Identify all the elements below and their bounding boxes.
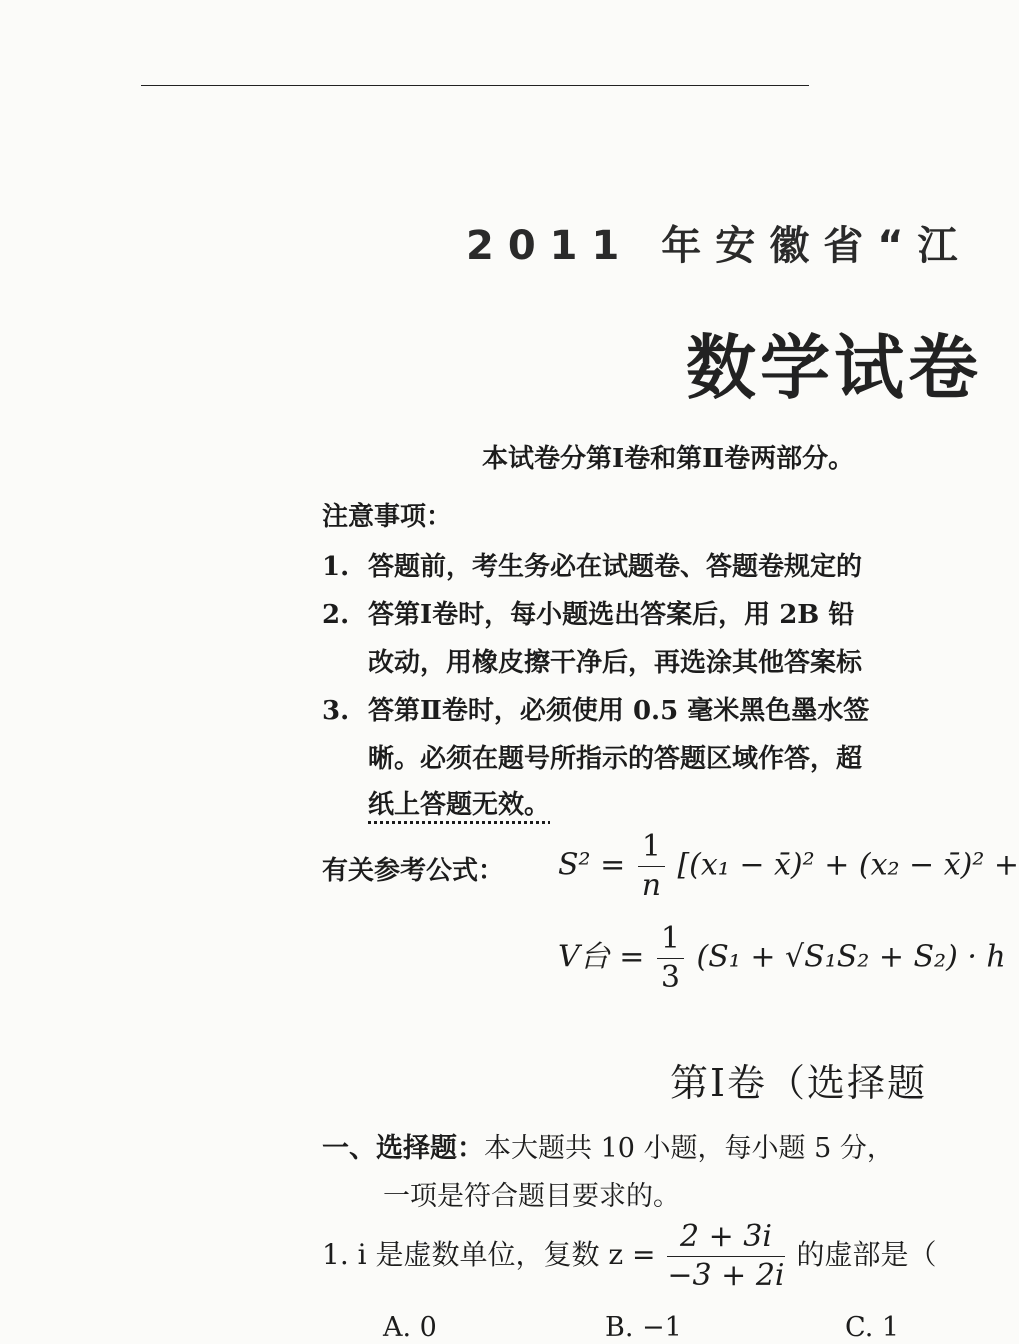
section1-text-line2: 一项是符合题目要求的。 bbox=[383, 1181, 680, 1212]
variance-formula bbox=[558, 828, 1019, 905]
notice-item-text: 答第Ⅱ卷时，必须使用 0.5 毫米黑色墨水签 bbox=[368, 696, 870, 726]
header-rule bbox=[141, 85, 809, 86]
notice-item-2-line2: 改动，用橡皮擦干净后，再选涂其他答案标 bbox=[368, 648, 863, 678]
notice-item-3-line3: 纸上答题无效。 bbox=[368, 790, 551, 820]
section1-text: 本大题共 10 小题，每小题 5 分， bbox=[484, 1133, 894, 1164]
question-1-options bbox=[383, 1312, 899, 1343]
formula-label: 有关参考公式： bbox=[322, 856, 505, 886]
notice-item-number: 3. bbox=[322, 696, 350, 726]
volume-numerator: 1 bbox=[657, 920, 684, 959]
question-1-stem: 1. i 是虚数单位，复数 z = bbox=[322, 1238, 656, 1271]
notice-item-3-line2: 晰。必须在题号所指示的答题区域作答，超 bbox=[368, 744, 863, 774]
variance-lhs: S² = bbox=[558, 847, 626, 883]
variance-numerator: 1 bbox=[638, 828, 665, 867]
section1-header bbox=[322, 1126, 894, 1165]
intro-text: 本试卷分第Ⅰ卷和第Ⅱ卷两部分。 bbox=[482, 444, 855, 474]
variance-rhs: [(x₁ − x̄)² + (x₂ − x̄)² + bbox=[677, 847, 1019, 883]
part1-title: 第Ⅰ卷（选择题 bbox=[670, 1061, 928, 1105]
question-1-numerator: 2 + 3i bbox=[667, 1218, 784, 1257]
notice-item-number: 1. bbox=[322, 552, 350, 582]
variance-fraction bbox=[638, 828, 665, 905]
option-b: B. −1 bbox=[605, 1312, 682, 1343]
notice-item-text: 答题前，考生务必在试题卷、答题卷规定的 bbox=[368, 552, 863, 582]
volume-rhs: (S₁ + √S₁S₂ + S₂) · h bbox=[696, 939, 1006, 975]
exam-title-line1: 2011 年安徽省“江 bbox=[466, 223, 972, 269]
volume-lhs: V台 = bbox=[558, 939, 645, 975]
notice-item-3 bbox=[322, 690, 869, 727]
volume-fraction bbox=[657, 920, 684, 997]
option-c: C. 1 bbox=[845, 1312, 900, 1343]
question-1-stem-end: 的虚部是（ bbox=[796, 1238, 937, 1271]
notice-item-1 bbox=[322, 546, 862, 583]
section1-label: 一、选择题： bbox=[322, 1133, 484, 1164]
frustum-volume-formula bbox=[558, 920, 1006, 997]
question-1-fraction bbox=[667, 1218, 784, 1295]
notice-item-number: 2. bbox=[322, 600, 350, 630]
notice-heading: 注意事项： bbox=[322, 502, 453, 532]
question-1 bbox=[322, 1218, 936, 1295]
question-1-denominator: −3 + 2i bbox=[667, 1258, 785, 1293]
notice-item-2 bbox=[322, 594, 854, 631]
option-a: A. 0 bbox=[383, 1312, 437, 1343]
volume-denominator: 3 bbox=[660, 960, 680, 995]
notice-item-text: 答第Ⅰ卷时，每小题选出答案后，用 2B 铅 bbox=[368, 600, 855, 630]
exam-title-line2: 数学试卷 bbox=[686, 326, 982, 409]
variance-denominator: n bbox=[641, 868, 662, 903]
